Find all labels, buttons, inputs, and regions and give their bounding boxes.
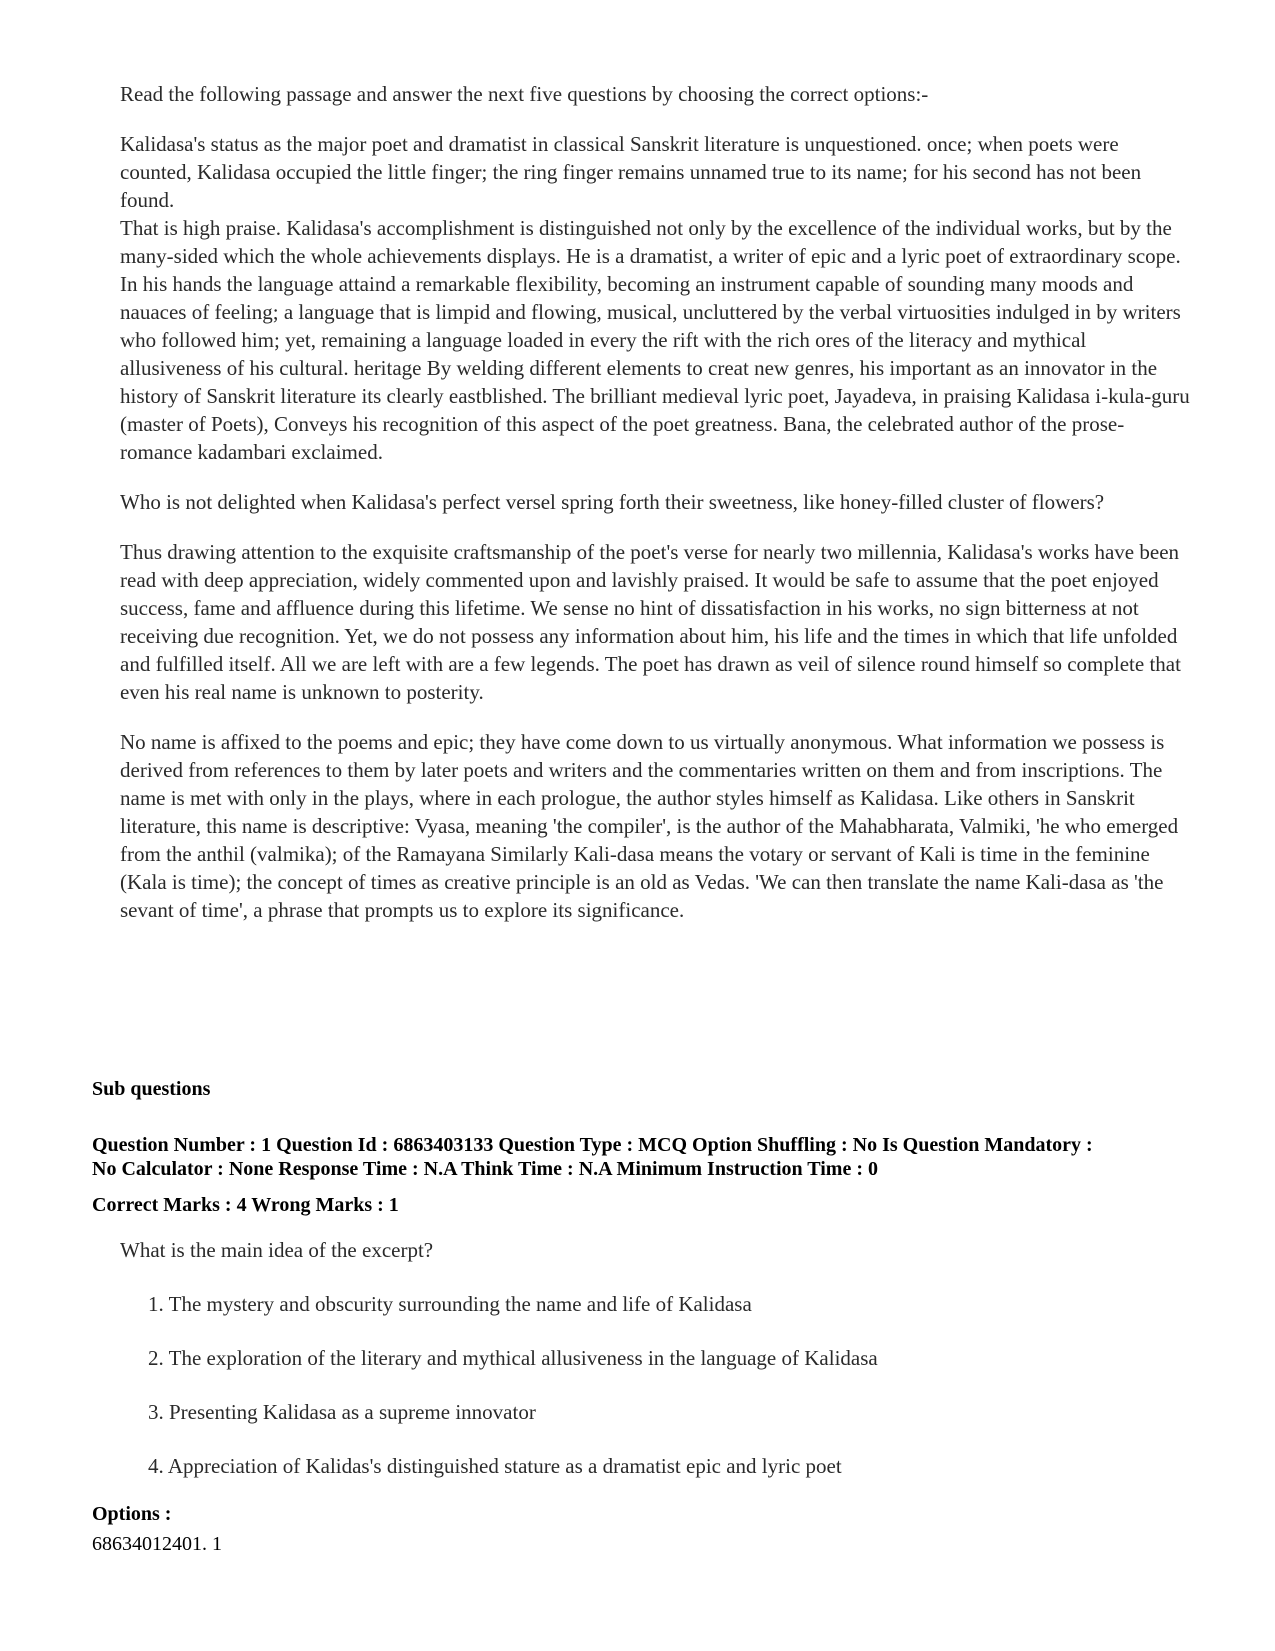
passage-instruction: Read the following passage and answer the next five questions by choosing the correct options:- — [120, 82, 929, 106]
question-info-line-2: No Calculator : None Response Time : N.A Think Time : N.A Minimum Instruction Time : 0 — [92, 1158, 878, 1180]
option-id-1: 68634012401. 1 — [92, 1533, 222, 1555]
options-label: Options : — [92, 1503, 172, 1525]
passage-paragraph-3: Who is not delighted when Kalidasa's perfect versel spring forth their sweetness, like honey-filled cluster of flowers? — [120, 490, 1105, 514]
question-info-line-1: Question Number : 1 Question Id : 6863403133 Question Type : MCQ Option Shuffling : No Is Question Mandatory : — [92, 1134, 1093, 1156]
reading-passage — [120, 80, 1190, 946]
passage-paragraph-5: No name is affixed to the poems and epic; they have come down to us virtually anonymous. What information we possess is derived from references to them by later poets and writers and the commentaries written on them and from inscriptions. The name is met with only in the plays, where in each prologue, the author styles himself as Kalidasa. Like others in Sanskrit literature, this name is descriptive: Vyasa, meaning 'the compiler', is the author of the Mahabharata, Valmiki, 'he who emerged from the anthil (valmika); of the Ramayana Similarly Kali-dasa means the votary or servant of Kali is time in the feminine (Kala is time); the concept of times as creative principle is an old as Vedas. 'We can then translate the name Kali-dasa as 'the sevant of time', a phrase that prompts us to explore its significance. — [120, 730, 1179, 922]
answer-choices-list — [148, 1290, 878, 1506]
passage-paragraph-1: Kalidasa's status as the major poet and dramatist in classical Sanskrit literature is unquestioned. once; when poets were counted, Kalidasa occupied the little finger; the ring finger remains unnamed true to its name; for his second has not been found. — [120, 132, 1142, 212]
answer-choice-4: 4. Appreciation of Kalidas's distinguished stature as a dramatist epic and lyric poet — [148, 1454, 842, 1478]
question-text: What is the main idea of the excerpt? — [120, 1238, 434, 1262]
question-marks: Correct Marks : 4 Wrong Marks : 1 — [92, 1194, 399, 1216]
question-info — [92, 1133, 1202, 1181]
passage-paragraph-4: Thus drawing attention to the exquisite craftsmanship of the poet's verse for nearly two millennia, Kalidasa's works have been read with deep appreciation, widely commented upon and lavishly praised. It would be safe to assume that the poet enjoyed success, fame and affluence during this lifetime. We sense no hint of dissatisfaction in his works, no sign bitterness at not receiving due recognition. Yet, we do not possess any information about him, his life and the times in which that life unfolded and fulfilled itself. All we are left with are a few legends. The poet has drawn as veil of silence round himself so complete that even his real name is unknown to posterity. — [120, 540, 1181, 704]
answer-choice-2: 2. The exploration of the literary and mythical allusiveness in the language of Kalidasa — [148, 1346, 878, 1370]
passage-paragraph-2: That is high praise. Kalidasa's accomplishment is distinguished not only by the excellence of the individual works, but by the many-sided which the whole achievements displays. He is a dramatist, a writer of epic and a lyric poet of extraordinary scope. In his hands the language attaind a remarkable flexibility, becoming an instrument capable of sounding many moods and nauaces of feeling; a language that is limpid and flowing, musical, uncluttered by the verbal virtuosities indulged in by writers who followed him; yet, remaining a language loaded in every the rift with the rich ores of the literacy and mythical allusiveness of his cultural. heritage By welding different elements to creat new genres, his important as an innovator in the history of Sanskrit literature its clearly eastblished. The brilliant medieval lyric poet, Jayadeva, in praising Kalidasa i-kula-guru (master of Poets), Conveys his recognition of this aspect of the poet greatness. Bana, the celebrated author of the prose-romance kadambari exclaimed. — [120, 216, 1190, 464]
answer-choice-1: 1. The mystery and obscurity surrounding the name and life of Kalidasa — [148, 1292, 752, 1316]
answer-choice-3: 3. Presenting Kalidasa as a supreme innovator — [148, 1400, 536, 1424]
sub-questions-heading: Sub questions — [92, 1078, 211, 1100]
